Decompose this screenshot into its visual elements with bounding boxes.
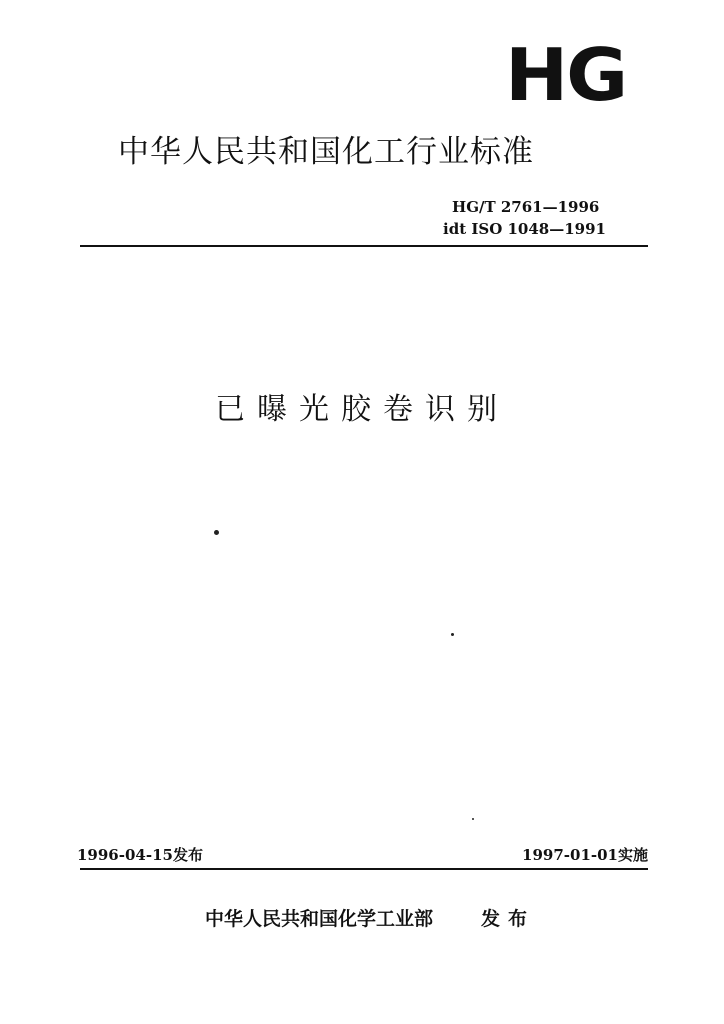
standard-codes [443,196,606,240]
scan-speck [472,818,474,820]
header-divider [80,245,648,247]
hg-logo: HG [505,33,627,117]
footer-divider [80,868,648,870]
issue-date: 1996-04-15发布 [77,846,203,864]
publisher-name: 中华人民共和国化学工业部 [205,908,434,930]
standard-category-title: 中华人民共和国化工行业标准 [118,134,534,170]
equivalent-standard-code: idt ISO 1048—1991 [443,220,606,238]
scan-speck [214,530,219,535]
effective-date: 1997-01-01实施 [522,846,648,864]
document-title: 已曝光胶卷识别 [215,392,509,427]
standard-code: HG/T 2761—1996 [452,198,600,216]
scan-speck [451,633,454,636]
publisher-action: 发布 [481,908,536,930]
